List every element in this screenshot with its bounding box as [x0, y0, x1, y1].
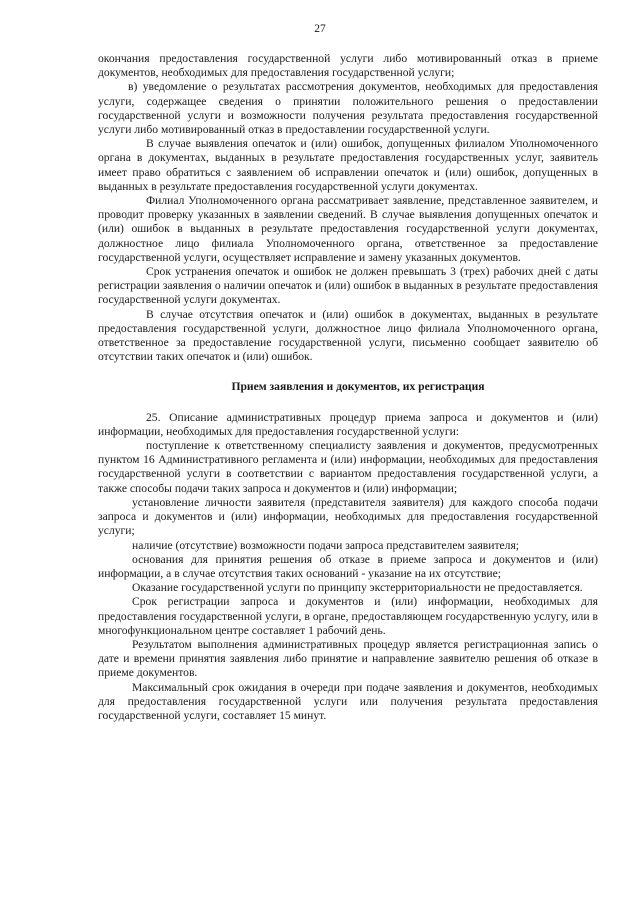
paragraph-identity: установление личности заявителя (представителя заявителя) для каждого способа подачи запроса и документов и (или) информации, необходимых для предоставления государственной услуги;	[98, 495, 598, 538]
paragraph-result: Результатом выполнения административных процедур является регистрационная запись о дате и времени принятия заявления либо принятие и направление заявителю решения об отказе в приеме документов.	[98, 637, 598, 680]
paragraph-representative: наличие (отсутствие) возможности подачи запроса представителем заявителя;	[132, 538, 520, 552]
paragraph-errors-case: В случае выявления опечаток и (или) ошибок, допущенных филиалом Уполномоченного органа в документах, выданных в результате предоставления государственных услуг, заявитель имеет право обратиться с заявлением об исправлении опечаток и (или) ошибок, допущенных в выданных в результате предоставления государственной услуги документах.	[98, 137, 598, 193]
paragraph-queue-time: Максимальный срок ожидания в очереди при подаче заявления и документов, необходимых для предоставления государственной услуги или получения результата предоставления государственной услуги, составляет 15 минут.	[98, 680, 598, 722]
paragraph-correction-term: Срок устранения опечаток и ошибок не должен превышать 3 (трех) рабочих дней с даты регистрации заявления о наличии опечаток и (или) ошибок в выданных в результате предоставления государственной услуги документах.	[98, 265, 598, 307]
paragraph-no-errors: В случае отсутствия опечаток и (или) ошибок в документах, выданных в результате предоставления государственной услуги, должностное лицо филиала Уполномоченного органа, ответственное за предоставление государственной услуги, письменно сообщает заявителю об отсутствии таких опечаток и (или) ошибок.	[98, 307, 598, 364]
paragraph-refusal-grounds: основания для принятия решения об отказе в приеме запроса и документов и (или) информации, а в случае отсутствия таких оснований - указание на их отсутствие;	[98, 552, 598, 580]
paragraph-branch-review: Филиал Уполномоченного органа рассматривает заявление, представленное заявителем, и проводит проверку указанных в заявлении сведений. В случае выявления допущенных опечаток и (или) ошибок в выданных в результате предоставления государственной услуги документах, должностное лицо филиала Уполномоченного органа, ответственное за предоставление государственной услуги, осуществляет исправление и замену указанных документов.	[98, 194, 598, 264]
paragraph-extraterritoriality: Оказание государственной услуги по принципу экстерриториальности не предоставляется.	[132, 581, 583, 595]
paragraph-continuation: окончания предоставления государственной услуги либо мотивированный отказ в приеме документов, необходимых для предоставления государственной услуги;	[98, 52, 598, 80]
page-body	[98, 52, 598, 723]
paragraph-receipt: поступление к ответственному специалисту заявления и документов, предусмотренных пунктом 16 Административного регламента и (или) информации, необходимых для предоставления государственной услуги в соответствии с вариантом предоставления государственной услуги, а также способы подачи таких запроса и документов и (или) информации;	[98, 439, 598, 495]
section-heading: Прием заявления и документов, их регистрация	[231, 380, 485, 394]
paragraph-item-v: в) уведомление о результатах рассмотрения документов, необходимых для предоставления услуги, содержащее сведения о принятии положительного решения о предоставлении государственной услуги и возможности получения результата предоставления государственной услуги либо мотивированный отказ в предоставлении государственной услуги.	[98, 80, 598, 137]
page-number: 27	[314, 23, 326, 35]
paragraph-registration-term: Срок регистрации запроса и документов и (или) информации, необходимых для предоставления государственной услуги, в органе, предоставляющем государственную услугу, или в многофункциональном центре составляет 1 рабочий день.	[98, 595, 598, 637]
paragraph-25: 25. Описание административных процедур приема запроса и документов и (или) информации, необходимых для предоставления государственной услуги:	[98, 410, 598, 438]
